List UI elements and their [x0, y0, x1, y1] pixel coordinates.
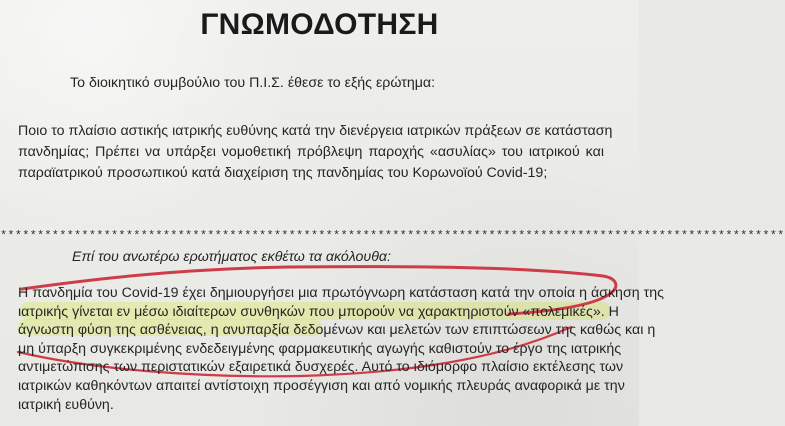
body-line-7: ιατρική ευθύνη. — [18, 397, 114, 413]
body-line-1: Η πανδημία του Covid-19 έχει δημιουργήσει μια πρωτόγνωρη κατάσταση κατά την οποία η άσκηση της — [18, 285, 665, 301]
body-line-2: ιατρικής γίνεται εν μέσω ιδιαίτερων συνθηκών που μπορούν να χαρακτηριστούν «πολεμικές». Η — [18, 304, 619, 320]
question-line-2: πανδημίας; Πρέπει να υπάρξει νομοθετική πρόβλεψη παροχής «ασυλίας» του ιατρικού και — [18, 144, 604, 160]
separator-line: ********************************************************************************************************** — [0, 229, 785, 243]
body-line-5: αντιμετώπισης των περιστατικών εξαιρετικά δυσχερές. Αυτό το ιδιόμορφο πλαίσιο εκτέλεσης των — [18, 359, 624, 375]
question-line-1: Ποιο το πλαίσιο αστικής ιατρικής ευθύνης κατά την διενέργεια ιατρικών πράξεων σε κατάσταση — [18, 123, 613, 139]
question-line-3: παραϊατρικού προσωπικού κατά διαχείριση της πανδημίας του Κορωνοϊού Covid-19; — [18, 165, 548, 181]
subheading-text: Επί του ανωτέρω ερωτήματος εκθέτω τα ακόλουθα: — [72, 249, 391, 265]
body-line-4: μη ύπαρξη συγκεκριμένης ενδεδειγμένης φαρμακευτικής αγωγής καθιστούν το έργο της ιατρικής — [18, 341, 622, 357]
body-line-3: άγνωστη φύση της ασθένειας, η ανυπαρξία δεδομένων και μελετών των επιπτώσεων της καθώς και η — [18, 322, 656, 338]
intro-text: Το διοικητικό συμβούλιο του Π.Ι.Σ. έθεσε το εξής ερώτημα: — [70, 75, 436, 91]
body-line-6: ιατρικών καθηκόντων απαιτεί αντίστοιχη προσέγγιση και από νομικής πλευράς αναφορικά με την — [18, 378, 625, 394]
document-title: ΓΝΩΜΟΔΟΤΗΣΗ — [200, 8, 439, 41]
